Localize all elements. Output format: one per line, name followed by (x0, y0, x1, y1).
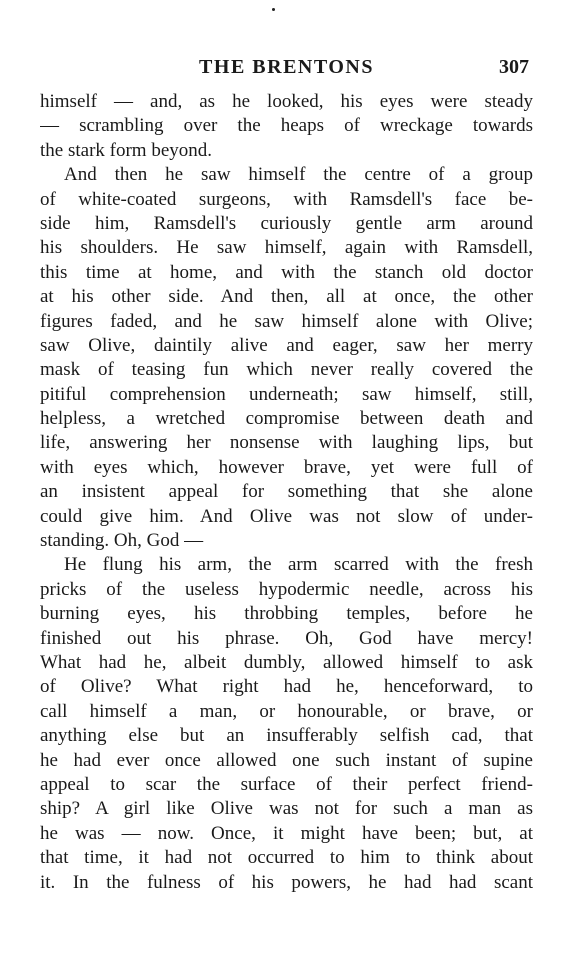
page-number: 307 (499, 56, 529, 78)
text-line: with eyes which, however brave, yet were full of (40, 456, 533, 478)
text-line: life, answering her nonsense with laughing lips, but (40, 432, 533, 454)
text-line: himself — and, as he looked, his eyes were steady (40, 91, 533, 112)
text-line: burning eyes, his throbbing temples, before he (40, 603, 533, 625)
text-line: the stark form beyond. (40, 139, 213, 161)
print-speck (272, 8, 275, 11)
text-line: that time, it had not occurred to him to think about (40, 847, 533, 869)
text-line: could give him. And Olive was not slow of under- (40, 505, 533, 527)
text-line: What had he, albeit dumbly, allowed himself to ask (40, 651, 533, 673)
text-line: finished out his phrase. Oh, God have mercy! (40, 627, 533, 649)
text-line: figures faded, and he saw himself alone with Olive; (40, 310, 533, 332)
text-line: He flung his arm, the arm scarred with the fresh (64, 554, 533, 576)
text-line: at his other side. And then, all at once, the other (40, 286, 533, 308)
text-line: an insistent appeal for something that she alone (40, 481, 533, 503)
running-title: THE BRENTONS (199, 56, 374, 78)
text-line: this time at home, and with the stanch old doctor (40, 261, 533, 283)
text-line: mask of teasing fun which never really covered the (40, 359, 533, 381)
text-line: pitiful comprehension underneath; saw himself, still, (40, 383, 533, 405)
text-line: side him, Ramsdell's curiously gentle arm around (40, 212, 533, 234)
text-line: saw Olive, daintily alive and eager, saw her merry (40, 334, 533, 356)
text-line: standing. Oh, God — (40, 530, 204, 552)
text-line: call himself a man, or honourable, or brave, or (40, 700, 533, 722)
text-line: his shoulders. He saw himself, again with Ramsdell, (40, 237, 533, 259)
text-line: of white-coated surgeons, with Ramsdell's face be- (40, 188, 533, 210)
running-head (40, 56, 533, 82)
text-line: anything else but an insufferably selfish cad, that (40, 725, 533, 747)
text-line: ship? A girl like Olive was not for such a man as (40, 798, 533, 820)
text-line: And then he saw himself the centre of a group (64, 164, 533, 186)
text-line: it. In the fulness of his powers, he had had scant (40, 871, 533, 893)
text-line: of Olive? What right had he, henceforward, to (40, 676, 533, 698)
text-line: appeal to scar the surface of their perfect friend- (40, 773, 533, 795)
text-line: — scrambling over the heaps of wreckage towards (40, 115, 533, 137)
text-line: he had ever once allowed one such instant of supine (40, 749, 533, 771)
text-line: pricks of the useless hypodermic needle, across his (40, 578, 533, 600)
text-line: he was — now. Once, it might have been; but, at (40, 822, 533, 844)
text-line: helpless, a wretched compromise between death and (40, 408, 533, 430)
body-text (40, 90, 533, 895)
